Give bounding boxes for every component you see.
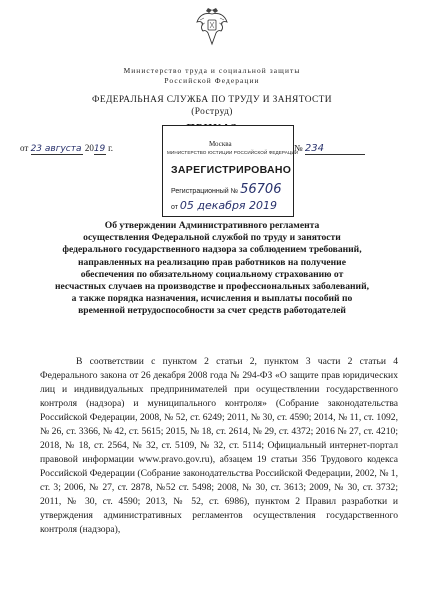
title-line: несчастных случаев на производстве и профессиональных заболеваний, <box>54 281 370 293</box>
stamp-registration-number <box>171 182 281 197</box>
title-line: федерального государственного надзора за соблюдением требований, <box>62 244 362 256</box>
handwritten-date: 23 августа <box>30 144 82 154</box>
title-line: временной нетрудоспособности за счет средств работодателей <box>78 305 346 317</box>
ministry-line: Российской Федерации <box>164 75 260 85</box>
body-paragraph: В соответствии с пунктом 2 статьи 2, пунктом 3 части 2 статьи 4 Федерального закона от 26 декабря 2008 года № 294-ФЗ «О защите прав юридических лиц и индивидуальных предпринимателей при осуществлении государственного контроля (надзора) и муниципального контроля» (Собрание законодательства Российской Федерации, 2008, № 52, ст. 6249; 2011, № 30, ст. 4590; 2014, № 11, ст. 1092, № 26, ст. 3366, № 42, ст. 5615; 2015, № 18, ст. 2614, № 29, ст. 4372; 2016 № 27, ст. 4210; 2018, № 18, ст. 2564, № 32, ст. 5109, № 32, ст. 5114; Официальный интернет-портал правовой информации www.pravo.gov.ru), абзацем 19 статьи 356 Трудового кодекса Российской Федерации (Собрание законодательства Российской Федерации, 2002, № 1, ст. 3; 2006, № 27, ст. 2878, №52 ст. 5498; 2008, № 30, ст. 3613; 2009, № 30, ст. 3732; 2011, № 30, ст. 4590; 2013, № 52, ст. 6986), пунктом 2 Правил разработки и утверждения административных регламентов осуществления государственного контроля (надзора), <box>40 356 398 535</box>
service-name <box>0 94 424 118</box>
registration-stamp <box>162 125 299 217</box>
order-number <box>294 143 365 155</box>
title-line: осуществления Федеральной службой по труду и занятости <box>83 232 341 244</box>
date-prefix: от <box>20 143 29 153</box>
stamp-date-prefix: от <box>171 204 178 211</box>
stamp-date-value: 05 декабря 2019 <box>179 199 278 212</box>
number-sign: № <box>294 143 303 153</box>
service-abbreviation: (Роструд) <box>191 107 233 117</box>
stamp-date <box>171 199 277 212</box>
year-prefix: 20 <box>84 143 94 153</box>
title-line: обеспечения по обязательному социальному страхованию от <box>80 268 344 280</box>
handwritten-number: 234 <box>305 143 365 155</box>
stamp-reg-value: 56706 <box>240 182 282 197</box>
year-suffix: г. <box>108 143 114 153</box>
stamp-status: ЗАРЕГИСТРИРОВАНО <box>171 164 292 176</box>
stamp-ministry: МИНИСТЕРСТВО ЮСТИЦИИ РОССИЙСКОЙ ФЕДЕРАЦИИ <box>167 150 299 155</box>
stamp-city: Москва <box>209 140 232 148</box>
title-line: направленных на реализацию прав работников на получение <box>78 256 346 268</box>
stamp-reg-label: Регистрационный № <box>171 188 239 195</box>
ministry-line: Министерство труда и социальной защиты <box>123 66 301 75</box>
ministry-name <box>0 66 424 85</box>
title-line: Об утверждении Административного регламента <box>104 220 320 231</box>
document-title <box>40 220 384 318</box>
order-date <box>20 143 113 155</box>
service-line: ФЕДЕРАЛЬНАЯ СЛУЖБА ПО ТРУДУ И ЗАНЯТОСТИ <box>92 95 332 105</box>
coat-of-arms-icon <box>196 6 228 46</box>
handwritten-year: 19 <box>93 144 106 154</box>
title-line: а также порядка назначения, исчисления и выплаты пособий по <box>71 293 353 305</box>
